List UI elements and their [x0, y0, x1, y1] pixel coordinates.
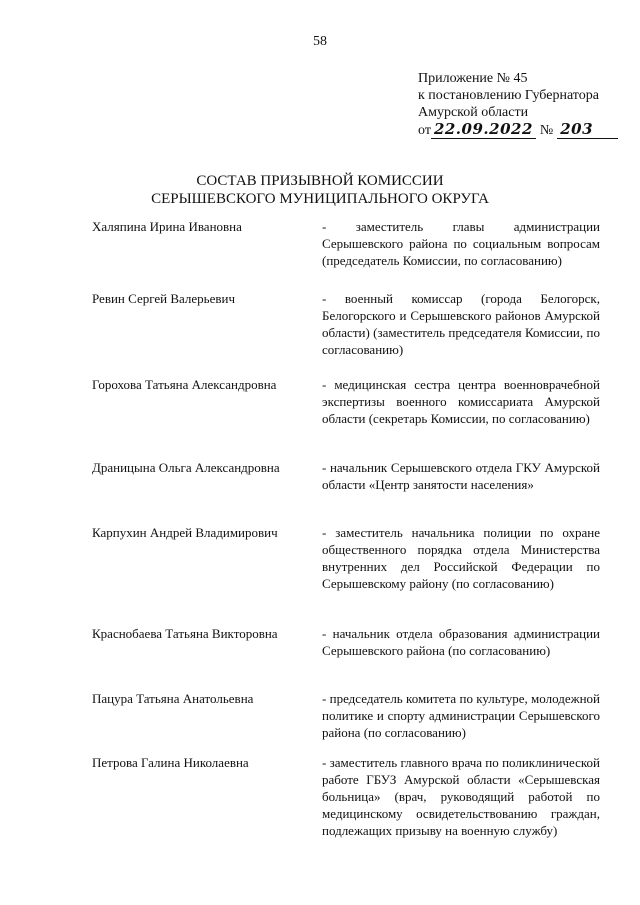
member-name: Ревин Сергей Валерьевич	[92, 291, 236, 306]
member-entry	[0, 218, 640, 290]
appendix-from-label: от	[418, 123, 431, 138]
member-name: Карпухин Андрей Владимирович	[92, 525, 278, 540]
member-role: - заместитель главного врача по поликлинической работе ГБУЗ Амурской области «Серышевская больница» (врач, руководящий работой по медицинскому освидетельствованию граждан, подлежащих призыву на военную службу)	[322, 755, 600, 838]
member-role: - заместитель главы администрации Серышевского района по социальным вопросам (председатель Комиссии, по согласованию)	[322, 219, 600, 268]
appendix-title: Приложение № 45	[418, 71, 528, 86]
member-role: - председатель комитета по культуре, молодежной политике и спорту администрации Серышевского района (по согласованию)	[322, 691, 600, 740]
member-role: - медицинская сестра центра военноврачебной экспертизы военного комиссариата Амурской области (секретарь Комиссии, по согласованию)	[322, 377, 600, 426]
number-sign: №	[539, 123, 554, 138]
member-role: - заместитель начальника полиции по охране общественного порядка отдела Министерства внутренних дел Российской Федерации по Серышевскому району (по согласованию)	[322, 525, 600, 591]
member-role: - военный комиссар (города Белогорск, Белогорского и Серышевского районов Амурской области) (заместитель председателя Комиссии, по согласованию)	[322, 291, 600, 357]
member-name: Драницына Ольга Александровна	[92, 460, 280, 475]
member-name: Петрова Галина Николаевна	[92, 755, 249, 770]
document-title	[0, 172, 640, 208]
member-name: Горохова Татьяна Александровна	[92, 377, 277, 392]
member-entry	[0, 625, 640, 690]
member-role: - начальник Серышевского отдела ГКУ Амурской области «Центр занятости населения»	[322, 460, 600, 492]
page-number: 58	[313, 34, 327, 49]
member-entry	[0, 459, 640, 524]
member-entry	[0, 376, 640, 459]
handwritten-number: 203	[557, 121, 618, 139]
appendix-date-line	[418, 121, 628, 139]
appendix-header	[418, 70, 628, 139]
member-name: Пацура Татьяна Анатольевна	[92, 691, 254, 706]
title-line-2: СЕРЫШЕВСКОГО МУНИЦИПАЛЬНОГО ОКРУГА	[151, 191, 489, 207]
member-name: Халяпина Ирина Ивановна	[92, 219, 242, 234]
appendix-region: Амурской области	[418, 105, 529, 120]
appendix-decree: к постановлению Губернатора	[418, 88, 599, 103]
handwritten-date: 22.09.2022	[431, 121, 536, 139]
title-line-1: СОСТАВ ПРИЗЫВНОЙ КОМИССИИ	[196, 173, 444, 189]
member-role: - начальник отдела образования администрации Серышевского района (по согласованию)	[322, 626, 600, 658]
member-entry	[0, 690, 640, 754]
member-entry	[0, 290, 640, 376]
commission-members-list	[0, 218, 640, 864]
member-entry	[0, 754, 640, 864]
member-entry	[0, 524, 640, 625]
member-name: Краснобаева Татьяна Викторовна	[92, 626, 278, 641]
